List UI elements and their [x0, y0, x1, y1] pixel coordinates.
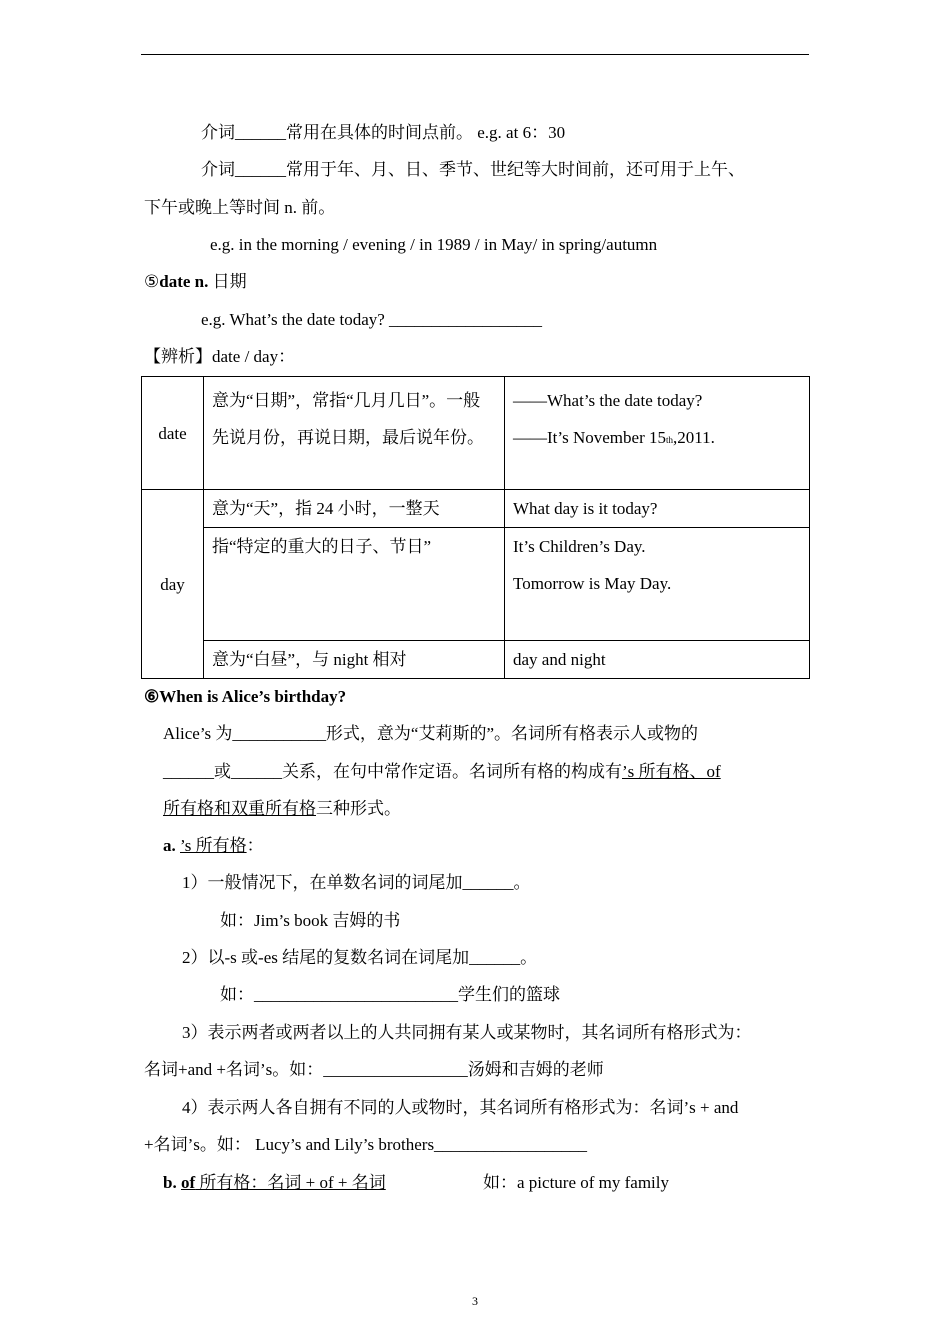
table-cell-word: day	[142, 490, 204, 679]
rule-2: 2）以-s 或-es 结尾的复数名词在词尾加______。	[182, 948, 538, 967]
text-line: 介词______常用在具体的时间点前。 e.g. at 6：30	[201, 123, 566, 142]
rule-1: 1）一般情况下，在单数名词的词尾加______。	[182, 873, 531, 892]
text-part: ：	[246, 836, 264, 855]
underlined-text: ’s 所有格、of	[622, 762, 721, 781]
table-cell-meaning: 意为“天”，指 24 小时，一整天	[204, 490, 505, 528]
text-line: 介词______常用于年、月、日、季节、世纪等大时间前，还可用于上午、	[201, 160, 745, 179]
comparison-table	[141, 376, 810, 679]
table-cell-example: day and night	[505, 641, 810, 679]
underlined-text: of	[180, 1173, 196, 1192]
table-cell-example	[505, 528, 810, 641]
text-line	[163, 761, 721, 783]
header-rule	[141, 54, 809, 55]
subheading-a	[163, 835, 264, 857]
text-line: e.g. in the morning / evening / in 1989 / in May/ in spring/autumn	[210, 235, 658, 254]
circled-number: ⑥	[144, 687, 160, 706]
text-line: Alice’s 为___________形式，意为“艾莉斯的”。名词所有格表示人或物的	[163, 724, 698, 743]
ordinal-suffix: th	[665, 435, 673, 445]
circled-number: ⑤	[144, 272, 160, 291]
example-text: ——It’s November 15	[513, 428, 666, 447]
example-line: ——What’s the date today?	[513, 391, 703, 410]
keyword: date n.	[159, 272, 209, 291]
table-cell-example: What day is it today?	[505, 490, 810, 528]
table-cell-example	[505, 377, 810, 490]
rule-3: 3）表示两者或两者以上的人共同拥有某人或某物时，其名词所有格形式为：	[182, 1023, 752, 1042]
example-line: 如：a picture of my family	[483, 1173, 670, 1192]
table-cell-word: date	[142, 377, 204, 490]
text-line: e.g. What’s the date today? __________________	[201, 310, 543, 329]
section-heading: 【辨析】date / day：	[144, 347, 296, 366]
section-title	[144, 686, 346, 708]
table-cell-meaning: 意为“白昼”，与 night 相对	[204, 641, 505, 679]
text-line: +名词’s。如： Lucy’s and Lily’s brothers__________________	[144, 1135, 588, 1154]
label: a.	[163, 836, 180, 855]
heading-date	[144, 271, 247, 293]
underlined-text: ’s 所有格	[180, 836, 247, 855]
text-part: 三种形式。	[316, 799, 401, 818]
underlined-text: 所有格和双重所有格	[163, 799, 316, 818]
example-text: ,2011.	[673, 428, 715, 447]
example-line: Tomorrow is May Day.	[513, 574, 672, 593]
example-line	[513, 419, 801, 459]
example-line: 如：Jim’s book 吉姆的书	[220, 911, 401, 930]
subheading-b	[163, 1172, 386, 1194]
example-line: It’s Children’s Day.	[513, 537, 646, 556]
text-line	[163, 798, 401, 820]
text-line: 名词+and +名词’s。如：_________________汤姆和吉姆的老师	[144, 1060, 604, 1079]
definition: 日期	[208, 272, 247, 291]
title-text: When is Alice’s birthday?	[159, 687, 347, 706]
table-cell-meaning: 指“特定的重大的日子、节日”	[204, 528, 505, 641]
example-line: 如：________________________学生们的篮球	[220, 985, 560, 1004]
rule-4: 4）表示两人各自拥有不同的人或物时，其名词所有格形式为：名词’s + and	[182, 1098, 739, 1117]
text-part: ______或______关系，在句中常作定语。名词所有格的构成有	[163, 762, 622, 781]
label: b.	[163, 1173, 181, 1192]
text-line: 下午或晚上等时间 n. 前。	[144, 198, 336, 217]
table-cell-meaning: 意为“日期”，常指“几月几日”。一般先说月份，再说日期，最后说年份。	[204, 377, 505, 490]
underlined-text: 所有格：名词 + of + 名词	[195, 1173, 386, 1192]
page-number: 3	[472, 1294, 478, 1308]
